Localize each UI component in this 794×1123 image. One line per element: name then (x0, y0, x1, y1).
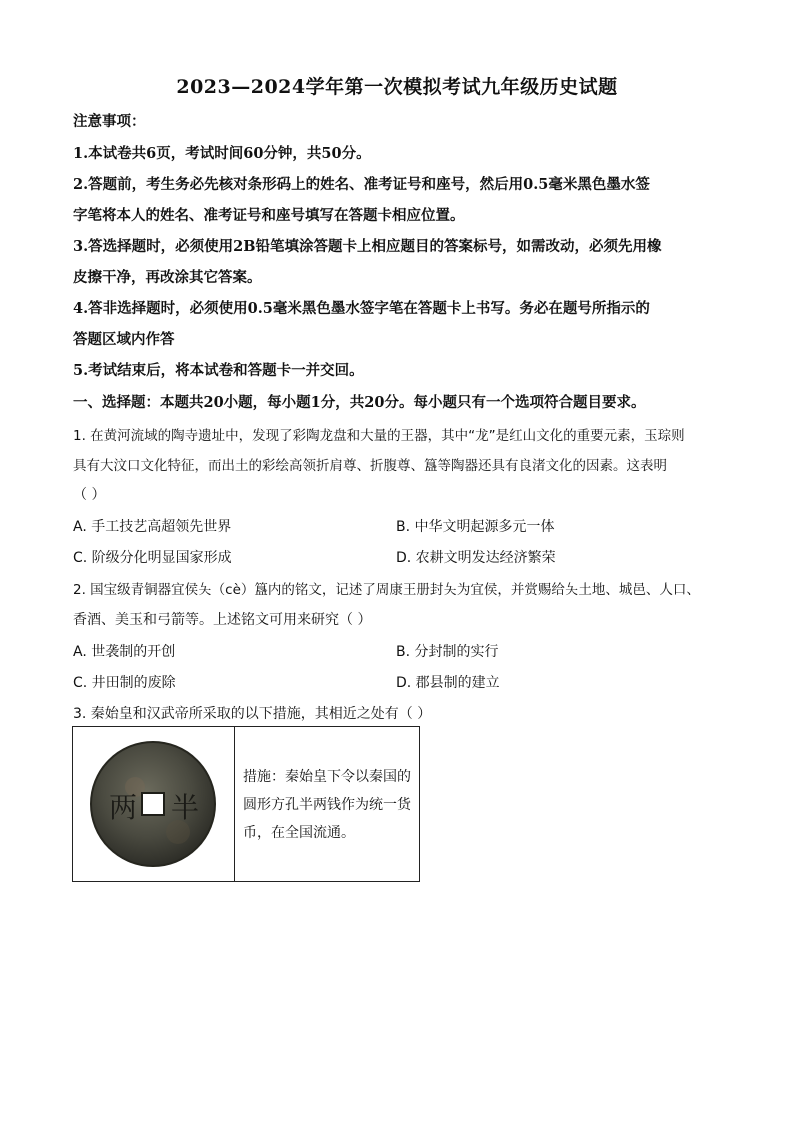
coin-icon (83, 737, 223, 871)
note-line-5: 皮擦干净，再改涂其它答案。 (73, 269, 262, 286)
q2-stem-line-2: 香酒、美玉和弓箭等。上述铭文可用来研究（ ） (73, 612, 372, 628)
note-line-6: 4.答非选择题时，必须使用0.5毫米黑色墨水签字笔在答题卡上书写。务必在题号所指示的 (73, 300, 650, 317)
q1-stem-line-1: 1. 在黄河流域的陶寺遗址中，发现了彩陶龙盘和大量的王器，其中“龙”是红山文化的重要元素，玉琮则 (73, 428, 685, 444)
q2-option-b: B. 分封制的实行 (396, 644, 499, 660)
coin-char-left: 两 (109, 791, 138, 824)
measure-line-3: 币，在全国流通。 (243, 825, 355, 841)
note-line-1: 1.本试卷共6页，考试时间60分钟，共50分。 (73, 145, 371, 162)
q2-stem-line-1: 2. 国宝级青铜器宜侯夨（cè）簋内的铭文，记述了周康王册封夨为宜侯，并赏赐给夨土地、城邑、人口、 (73, 582, 700, 598)
q1-stem-line-3: （ ） (73, 487, 106, 503)
note-line-7: 答题区域内作答 (73, 331, 175, 348)
exam-title: 2023—2024学年第一次模拟考试九年级历史试题 (176, 76, 618, 98)
note-line-2: 2.答题前，考生务必先核对条形码上的姓名、准考证号和座号，然后用0.5毫米黑色墨水签 (73, 176, 650, 193)
measure-line-1: 措施：秦始皇下令以秦国的 (243, 769, 411, 785)
note-line-3: 字笔将本人的姓名、准考证号和座号填写在答题卡相应位置。 (73, 207, 465, 224)
q1-option-c: C. 阶级分化明显国家形成 (73, 550, 232, 566)
coin-char-right: 半 (171, 791, 200, 824)
section-heading: 一、选择题：本题共20小题，每小题1分，共20分。每小题只有一个选项符合题目要求。 (73, 394, 646, 411)
q1-stem-line-2: 具有大汶口文化特征，而出土的彩绘高领折肩尊、折腹尊、簋等陶器还具有良渚文化的因素。这表明 (73, 458, 667, 474)
q3-table (72, 726, 420, 882)
q3-measure-text (243, 763, 413, 847)
q2-option-c: C. 井田制的废除 (73, 675, 176, 691)
note-line-8: 5.考试结束后，将本试卷和答题卡一并交回。 (73, 362, 364, 379)
table-divider (234, 727, 235, 881)
measure-line-2: 圆形方孔半两钱作为统一货 (243, 797, 411, 813)
notes-heading: 注意事项： (73, 113, 146, 130)
banliang-coin-image (83, 737, 223, 871)
q2-option-d: D. 郡县制的建立 (396, 675, 500, 691)
q2-option-a: A. 世袭制的开创 (73, 644, 176, 660)
note-line-4: 3.答选择题时，必须使用2B铅笔填涂答题卡上相应题目的答案标号，如需改动，必须先用橡 (73, 238, 662, 255)
q1-option-b: B. 中华文明起源多元一体 (396, 519, 555, 535)
q3-stem: 3. 秦始皇和汉武帝所采取的以下措施，其相近之处有（ ） (73, 706, 432, 722)
q1-option-d: D. 农耕文明发达经济繁荣 (396, 550, 556, 566)
q1-option-a: A. 手工技艺高超领先世界 (73, 519, 232, 535)
